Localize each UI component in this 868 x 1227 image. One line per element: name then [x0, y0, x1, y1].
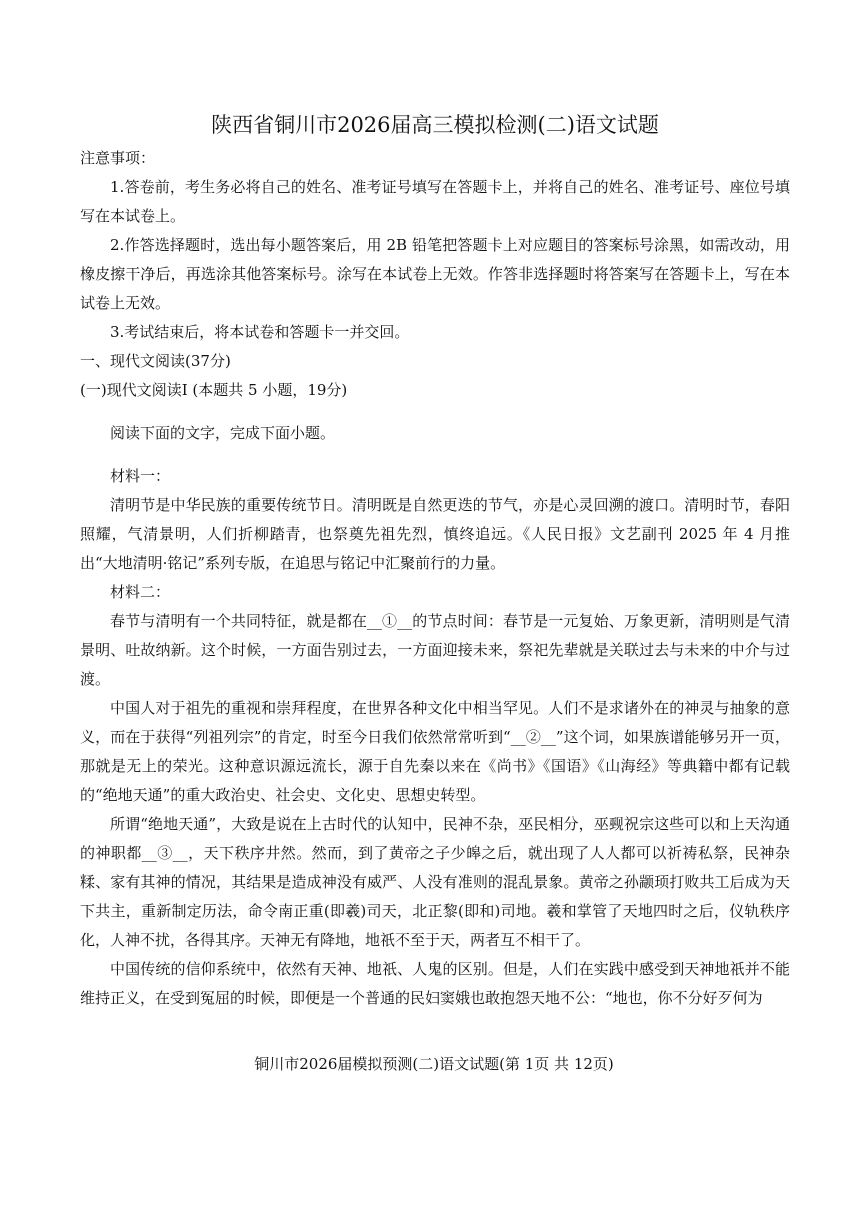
spacer — [80, 448, 790, 462]
material-2-label: 材料二： — [110, 583, 171, 601]
material-2-paragraph: 春节与清明有一个共同特征，就是都在__①__的节点时间：春节是一元复始、万象更新，清明则是气清景明、吐故纳新。这个时候，一方面告别过去，一方面迎接未来，祭祀先辈就是关联过去与未来的中介与过渡。 — [80, 612, 790, 688]
material-2-paragraph: 中国人对于祖先的重视和崇拜程度，在世界各种文化中相当罕见。人们不是求诸外在的神灵与抽象的意义，而在于获得“列祖列宗”的肯定，时至今日我们依然常常听到“__②__”这个词，如果族谱能够另开一页，那就是无上的荣光。这种意识源远流长，源于自先秦以来在《尚书》《国语》《山海经》等典籍中都有记载的“绝地天通”的重大政治史、社会史、文化史、思想史转型。 — [80, 699, 790, 804]
notice-item-1: 1.答卷前，考生务必将自己的姓名、准考证号填写在答题卡上，并将自己的姓名、准考证号、座位号填写在本试卷上。 — [80, 178, 790, 225]
material-1-text: 清明节是中华民族的重要传统节日。清明既是自然更迭的节气，亦是心灵回溯的渡口。清明时节，春阳照耀，气清景明，人们折柳踏青，也祭奠先祖先烈，慎终追远。《人民日报》文艺副刊 2025 年 4 月推出“大地清明·铭记”系列专版，在追思与铭记中汇聚前行的力量。 — [80, 496, 790, 572]
notice-item-3: 3.考试结束后，将本试卷和答题卡一并交回。 — [110, 323, 410, 341]
page-footer: 铜川市2026届模拟预测(二)语文试题(第 1页 共 12页) — [254, 1055, 614, 1073]
notice-heading: 注意事项： — [80, 149, 156, 167]
reading-instruction: 阅读下面的文字，完成下面小题。 — [110, 424, 336, 442]
material-2-paragraph: 中国传统的信仰系统中，依然有天神、地祇、人鬼的区别。但是，人们在实践中感受到天神地祇并不能维持正义，在受到冤屈的时候，即便是一个普通的民妇窦娥也敢抱怨天地不公：“地也，你不分好歹何为 — [80, 960, 790, 1007]
page-title: 陕西省铜川市2026届高三模拟检测(二)语文试题 — [211, 113, 659, 137]
notice-item-2: 2.作答选择题时，选出每小题答案后，用 2B 铅笔把答题卡上对应题目的答案标号涂黑，如需改动，用橡皮擦干净后，再选涂其他答案标号。涂写在本试卷上无效。作答非选择题时将答案写在答题卡上，写在本试卷上无效。 — [80, 236, 790, 312]
material-2-paragraph: 所谓“绝地天通”，大致是说在上古时代的认知中，民神不杂，巫民相分，巫觋祝宗这些可以和上天沟通的神职都__③__，天下秩序井然。然而，到了黄帝之子少皞之后，就出现了人人都可以祈祷私祭，民神杂糅、家有其神的情况，其结果是造成神没有威严、人没有准则的混乱景象。黄帝之孙颛顼打败共工后成为天下共主，重新制定历法，命令南正重(即羲)司天，北正黎(即和)司地。羲和掌管了天地四时之后，仪轨秩序化，人神不扰，各得其序。天神无有降地，地祇不至于天，两者互不相干了。 — [80, 815, 790, 949]
section-subheading: (一)现代文阅读Ⅰ (本题共 5 小题，19分) — [80, 381, 348, 399]
material-1-label: 材料一： — [110, 467, 171, 485]
spacer — [80, 405, 790, 419]
section-heading: 一、现代文阅读(37分) — [80, 352, 231, 370]
